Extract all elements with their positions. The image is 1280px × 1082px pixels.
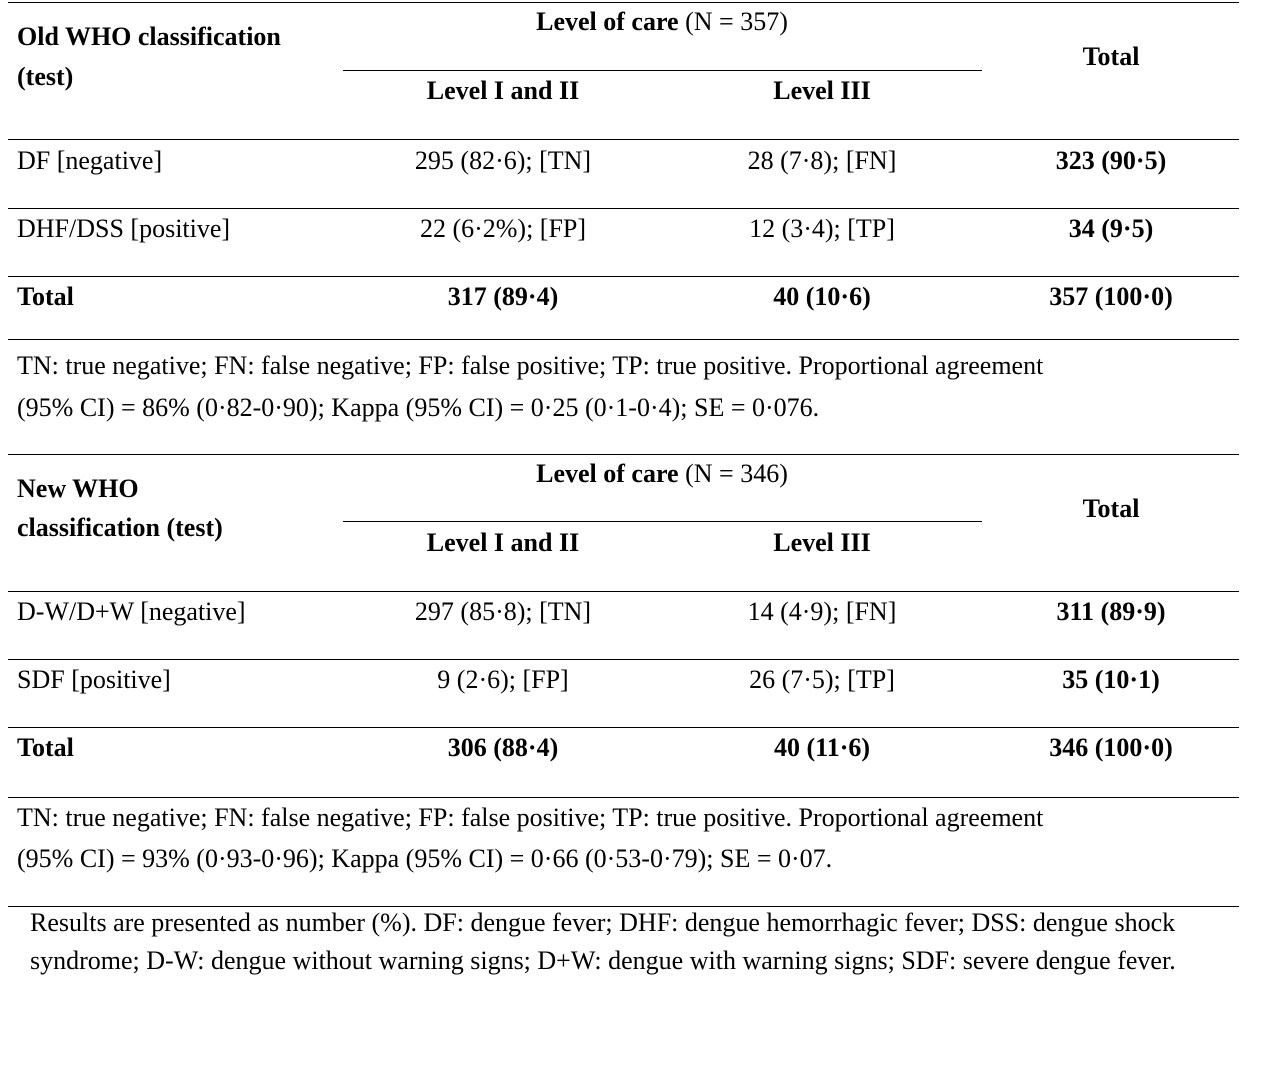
- table-note-line-2: (95% CI) = 93% (0·93-0·96); Kappa (95% CI) = 0·66 (0·53-0·79); SE = 0·07.: [17, 844, 833, 873]
- row-rule: [8, 727, 1239, 728]
- cell-level-1-2: 295 (82·6); [TN]: [414, 146, 592, 175]
- header-rule: [8, 591, 1239, 592]
- group-header-n: (N = 357): [685, 7, 788, 36]
- cell-level-1-2: 9 (2·6); [FP]: [437, 665, 569, 694]
- row-rule: [8, 659, 1239, 660]
- cell-level-1-2: 22 (6·2%); [FP]: [419, 214, 587, 243]
- table-note-line-2: (95% CI) = 86% (0·82-0·90); Kappa (95% CI) = 0·25 (0·1-0·4); SE = 0·076.: [17, 393, 820, 422]
- group-header-n: (N = 346): [685, 459, 788, 488]
- header-rule: [8, 139, 1239, 140]
- row-rule: [8, 208, 1239, 209]
- total-cell-total: 346 (100·0): [1049, 733, 1173, 762]
- cell-total: 35 (10·1): [1062, 665, 1160, 694]
- cell-level-3: 12 (3·4); [TP]: [749, 214, 895, 243]
- cell-total: 323 (90·5): [1055, 146, 1167, 175]
- table-note-line-1: TN: true negative; FN: false negative; FP: false positive; TP: true positive. Proportional agreement: [17, 803, 1044, 832]
- row-header-line-1: New WHO: [17, 474, 139, 503]
- row-header-line-2: (test): [17, 62, 74, 91]
- cell-total: 34 (9·5): [1068, 214, 1154, 243]
- col-header-total: Total: [1082, 42, 1140, 71]
- total-cell-level-1-2: 317 (89·4): [447, 282, 559, 311]
- row-label: DF [negative]: [17, 146, 163, 175]
- group-subrule: [343, 70, 982, 71]
- table-top-rule: [8, 454, 1239, 455]
- cell-level-3: 14 (4·9); [FN]: [747, 597, 897, 626]
- group-subrule: [343, 521, 982, 522]
- row-label: DHF/DSS [positive]: [17, 214, 231, 243]
- row-rule: [8, 276, 1239, 277]
- total-cell-level-3: 40 (11·6): [773, 733, 871, 762]
- col-header-level-3: Level III: [773, 76, 871, 105]
- cell-level-1-2: 297 (85·8); [TN]: [414, 597, 592, 626]
- total-row-label: Total: [17, 282, 74, 311]
- total-cell-total: 357 (100·0): [1049, 282, 1173, 311]
- col-header-level-3: Level III: [773, 528, 871, 557]
- group-header-label: Level of care: [536, 7, 679, 36]
- total-cell-level-1-2: 306 (88·4): [447, 733, 559, 762]
- footnote: Results are presented as number (%). DF: dengue fever; DHF: dengue hemorrhagic fever; DSS: dengue shock syndrome; D-W: dengue without warning signs; D+W: dengue with warning signs; SDF: severe dengue fever.: [30, 908, 1176, 975]
- total-row-label: Total: [17, 733, 74, 762]
- row-header-line-2: classification (test): [17, 513, 223, 542]
- col-header-level-1-2: Level I and II: [426, 528, 580, 557]
- cell-level-3: 28 (7·8); [FN]: [747, 146, 897, 175]
- row-header-line-1: Old WHO classification: [17, 22, 281, 51]
- table-top-rule: [8, 2, 1239, 3]
- total-rule: [8, 797, 1239, 798]
- table-note-line-1: TN: true negative; FN: false negative; FP: false positive; TP: true positive. Proportional agreement: [17, 351, 1044, 380]
- col-header-level-1-2: Level I and II: [426, 76, 580, 105]
- group-header: [536, 461, 788, 487]
- row-label: D-W/D+W [negative]: [17, 597, 246, 626]
- group-header-label: Level of care: [536, 459, 679, 488]
- cell-total: 311 (89·9): [1056, 597, 1166, 626]
- col-header-total: Total: [1082, 494, 1140, 523]
- cell-level-3: 26 (7·5); [TP]: [749, 665, 895, 694]
- row-label: SDF [positive]: [17, 665, 171, 694]
- total-rule: [8, 339, 1239, 340]
- group-header: [536, 9, 788, 35]
- total-cell-level-3: 40 (10·6): [773, 282, 871, 311]
